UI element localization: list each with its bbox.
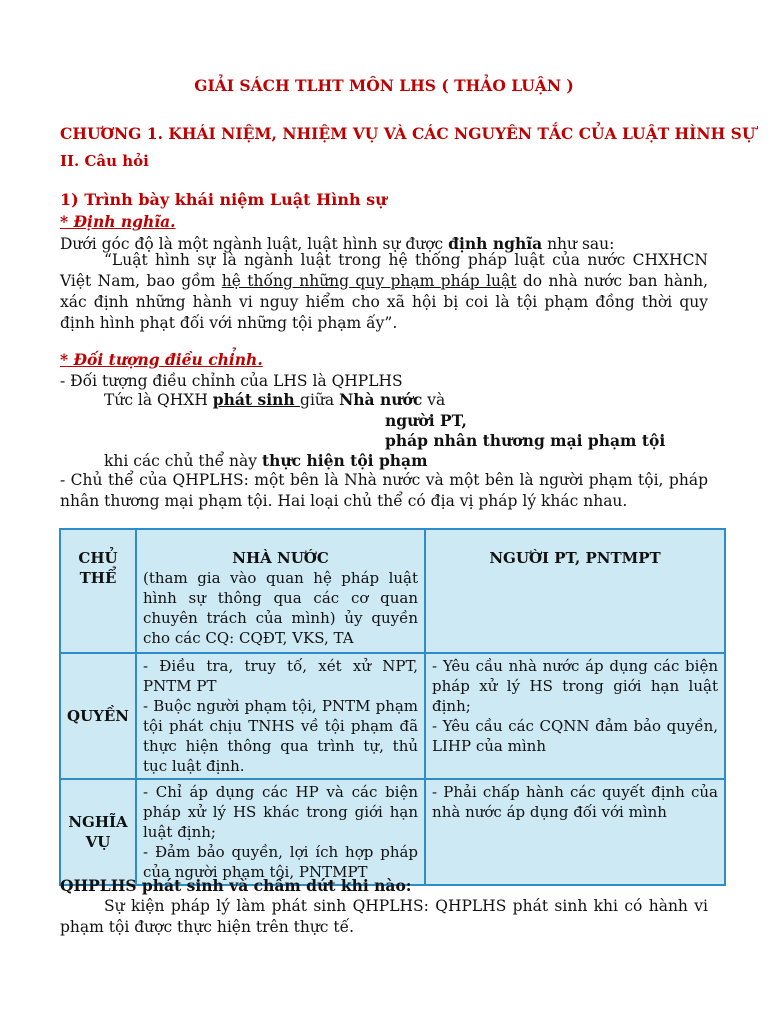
table-row [60,779,725,885]
header-state-cell [136,529,425,653]
subject-table [59,528,726,886]
list-item: - Đảm bảo quyền, lợi ích hợp pháp của người phạm tội, PNTMPT [143,843,419,881]
list-item: - Chỉ áp dụng các HP và các biện pháp xử lý HS khác trong giới hạn luật định; [143,783,419,841]
list-item: - Yêu cầu nhà nước áp dụng các biện pháp xử lý HS trong giới hạn luật định; [432,657,718,715]
row-label-rights: QUYỀN [60,653,136,779]
row-label-duties: NGHĨA VỤ [60,779,136,885]
subject-heading: * Đối tượng điều chỉnh. [60,350,263,369]
section-heading: II. Câu hỏi [60,152,149,170]
duties-offender-cell [425,779,725,885]
subject-line-2: Tức là QHXH phát sinh giữa Nhà nước và [104,390,446,409]
header-subject-cell: CHỦ THỂ [60,529,136,653]
list-item: - Buộc người phạm tội, PNTM phạm tội phát chịu TNHS về tội phạm đã thực hiện thông qua trình tự, thủ tục luật định. [143,697,419,775]
chapter-heading: CHƯƠNG 1. KHÁI NIỆM, NHIỆM VỤ VÀ CÁC NGUYÊN TẮC CỦA LUẬT HÌNH SỰ [60,124,756,143]
header-offender-cell: NGƯỜI PT, PNTMPT [425,529,725,653]
bottom-heading: QHPLHS phát sinh và chấm dứt khi nào: [60,876,412,895]
list-item: - Điều tra, truy tố, xét xử NPT, PNTM PT [143,657,419,695]
header-state-title: NHÀ NƯỚC [232,549,329,567]
header-state-note: (tham gia vào quan hệ pháp luật hình sự thông qua các cơ quan chuyên trách của mình) ủy quyền cho các CQ: CQĐT, VKS, TA [143,569,419,647]
subject-line-4: pháp nhân thương mại phạm tội [385,431,666,450]
definition-intro: Dưới góc độ là một ngành luật, luật hình sự được định nghĩa như sau: [60,234,615,253]
subject-line-3: người PT, [385,411,467,430]
document-title: GIẢI SÁCH TLHT MÔN LHS ( THẢO LUẬN ) [194,76,574,95]
list-item: - Yêu cầu các CQNN đảm bảo quyền, LIHP của mình [432,717,718,755]
list-item: - Phải chấp hành các quyết định của nhà nước áp dụng đối với mình [432,783,718,821]
duties-state-cell [136,779,425,885]
bottom-paragraph: Sự kiện pháp lý làm phát sinh QHPLHS: QHPLHS phát sinh khi có hành vi phạm tội được thực hiện trên thực tế. [60,897,708,936]
subject-line-5: khi các chủ thể này thực hiện tội phạm [104,451,428,470]
table-row [60,653,725,779]
definition-heading: * Định nghĩa. [60,212,176,231]
table-header-row [60,529,725,653]
question-heading: 1) Trình bày khái niệm Luật Hình sự [60,190,387,209]
subject-paragraph: - Chủ thể của QHPLHS: một bên là Nhà nước và một bên là người phạm tội, pháp nhân thương mại phạm tội. Hai loại chủ thể có địa vị pháp lý khác nhau. [60,471,708,510]
rights-state-cell [136,653,425,779]
subject-line-1: - Đối tượng điều chỉnh của LHS là QHPLHS [60,372,403,390]
rights-offender-cell [425,653,725,779]
definition-quote: “Luật hình sự là ngành luật trong hệ thống pháp luật của nước CHXHCN Việt Nam, bao gồm hệ thống những quy phạm pháp luật do nhà nước ban hành, xác định những hành vi nguy hiểm cho xã hội bị coi là tội phạm đồng thời quy định hình phạt đối với những tội phạm ấy”. [60,251,708,332]
